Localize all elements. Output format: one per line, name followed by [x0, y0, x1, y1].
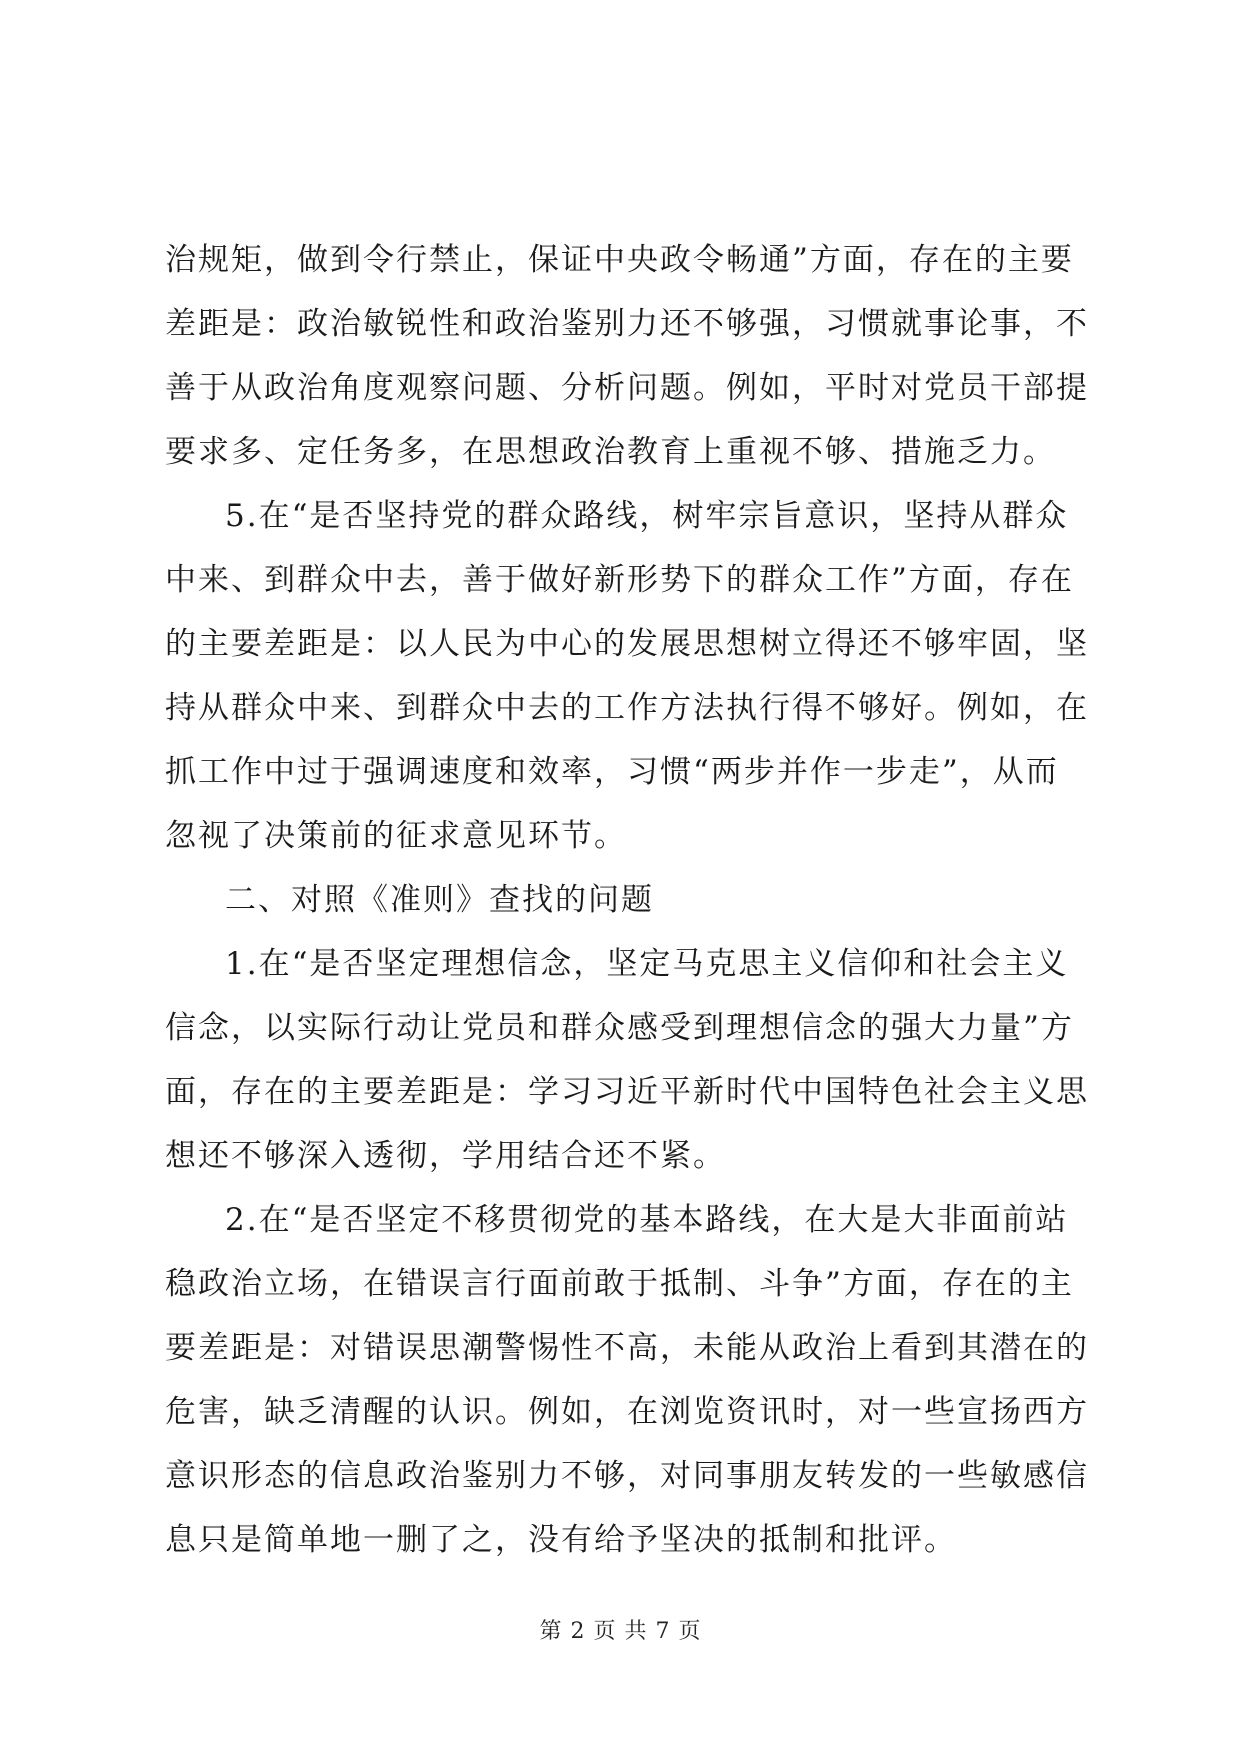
- body-text-line: 危害，缺乏清醒的认识。例如，在浏览资讯时，对一些宣扬西方: [165, 1394, 1089, 1430]
- body-text-line: 忽视了决策前的征求意见环节。: [165, 818, 627, 854]
- body-text-line: 抓工作中过于强调速度和效率，习惯“两步并作一步走”，从而: [165, 754, 1059, 790]
- section-heading: 二、对照《准则》查找的问题: [225, 882, 654, 918]
- body-text-line: 持从群众中来、到群众中去的工作方法执行得不够好。例如，在: [165, 690, 1089, 726]
- body-text-line: 想还不够深入透彻，学用结合还不紧。: [165, 1138, 726, 1174]
- body-text-line: 中来、到群众中去，善于做好新形势下的群众工作”方面，存在: [165, 562, 1074, 598]
- body-text-line: 意识形态的信息政治鉴别力不够，对同事朋友转发的一些敏感信: [165, 1458, 1089, 1494]
- body-text-line: 治规矩，做到令行禁止，保证中央政令畅通”方面，存在的主要: [165, 242, 1074, 278]
- body-text-line: 差距是：政治敏锐性和政治鉴别力还不够强，习惯就事论事，不: [165, 306, 1089, 342]
- paragraph-start-line: 2.在“是否坚定不移贯彻党的基本路线，在大是大非面前站: [225, 1202, 1069, 1238]
- body-text-line: 善于从政治角度观察问题、分析问题。例如，平时对党员干部提: [165, 370, 1089, 406]
- body-text-line: 面，存在的主要差距是：学习习近平新时代中国特色社会主义思: [165, 1074, 1089, 1110]
- paragraph-start-line: 1.在“是否坚定理想信念，坚定马克思主义信仰和社会主义: [225, 946, 1069, 982]
- body-text-line: 要差距是：对错误思潮警惕性不高，未能从政治上看到其潜在的: [165, 1330, 1089, 1366]
- body-text-line: 信念，以实际行动让党员和群众感受到理想信念的强大力量”方: [165, 1010, 1074, 1046]
- body-text-line: 稳政治立场，在错误言行面前敢于抵制、斗争”方面，存在的主: [165, 1266, 1074, 1302]
- body-text-line: 要求多、定任务多，在思想政治教育上重视不够、措施乏力。: [165, 434, 1056, 470]
- body-text-line: 的主要差距是：以人民为中心的发展思想树立得还不够牢固，坚: [165, 626, 1089, 662]
- paragraph-start-line: 5.在“是否坚持党的群众路线，树牢宗旨意识，坚持从群众: [225, 498, 1069, 534]
- body-text-line: 息只是简单地一删了之，没有给予坚决的抵制和批评。: [165, 1522, 957, 1558]
- page-number-footer: 第 2 页 共 7 页: [539, 1619, 702, 1644]
